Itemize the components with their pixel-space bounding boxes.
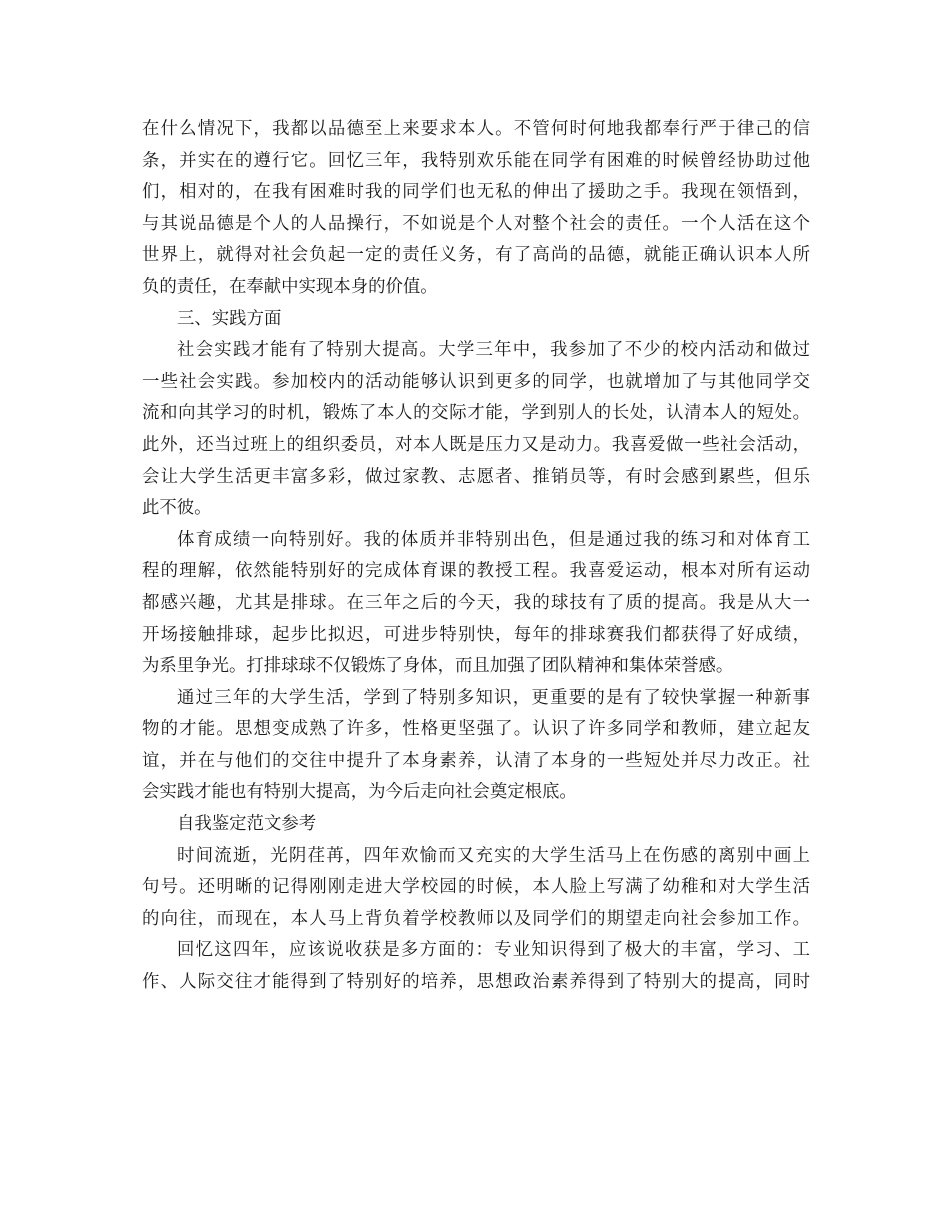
text-line: 回忆这四年，应该说收获是多方面的：专业知识得到了极大的丰富，学习、工: [177, 940, 810, 961]
text-line: 在什么情况下，我都以品德至上来要求本人。不管何时何地我都奉行严于律己的信: [142, 119, 810, 139]
text-line: 时间流逝，光阴荏苒，四年欢愉而又充实的大学生活马上在伤感的离别中画上: [177, 845, 810, 866]
text-line: 流和向其学习的时机，锻炼了本人的交际才能，学到别人的长处，认清本人的短处。: [142, 403, 810, 424]
text-line: 为系里争光。打排球球不仅锻炼了身体，而且加强了团队精神和集体荣誉感。: [142, 656, 734, 677]
text-line: 体育成绩一向特别好。我的体质并非特别出色，但是通过我的练习和对体育工: [177, 529, 810, 550]
text-line: 会实践才能也有特别大提高，为今后走向社会奠定根底。: [142, 782, 577, 803]
text-line: 物的才能。思想变成熟了许多，性格更坚强了。认识了许多同学和教师，建立起友: [142, 719, 810, 740]
text-line: 负的责任，在奉献中实现本身的价值。: [142, 276, 438, 297]
document-page: [142, 114, 810, 999]
text-line: 们，相对的，在我有困难时我的同学们也无私的伸出了援助之手。我现在领悟到，: [142, 182, 810, 203]
text-line: 条，并实在的遵行它。回忆三年，我特别欢乐能在同学有困难的时候曾经协助过他: [142, 150, 810, 171]
text-line: 此外，还当过班上的组织委员，对本人既是压力又是动力。我喜爱做一些社会活动，: [142, 434, 810, 455]
text-line: 与其说品德是个人的人品操行，不如说是个人对整个社会的责任。一个人活在这个: [142, 213, 810, 234]
text-line: 开场接触排球，起步比拟迟，可进步特别快，每年的排球赛我们都获得了好成绩，: [142, 624, 810, 645]
text-line: 会让大学生活更丰富多彩，做过家教、志愿者、推销员等，有时会感到累些，但乐: [142, 466, 810, 487]
text-line: 世界上，就得对社会负起一定的责任义务，有了高尚的品德，就能正确认识本人所: [142, 245, 810, 266]
text-line: 自我鉴定范文参考: [177, 814, 317, 835]
text-line: 三、实践方面: [177, 308, 282, 329]
text-line: 一些社会实践。参加校内的活动能够认识到更多的同学，也就增加了与其他同学交: [142, 371, 810, 392]
text-line: 谊，并在与他们的交往中提升了本身素养，认清了本身的一些短处并尽力改正。社: [142, 750, 810, 771]
text-line: 通过三年的大学生活，学到了特别多知识，更重要的是有了较快掌握一种新事: [177, 687, 810, 708]
text-line: 都感兴趣，尤其是排球。在三年之后的今天，我的球技有了质的提高。我是从大一: [142, 592, 810, 613]
text-line: 作、人际交往才能得到了特别好的培养，思想政治素养得到了特别大的提高，同时: [142, 972, 810, 993]
text-line: 的向往，而现在，本人马上背负着学校教师以及同学们的期望走向社会参加工作。: [142, 908, 810, 929]
text-line: 程的理解，依然能特别好的完成体育课的教授工程。我喜爱运动，根本对所有运动: [142, 561, 810, 582]
text-line: 此不彼。: [142, 498, 212, 519]
text-line: 句号。还明晰的记得刚刚走进大学校园的时候，本人脸上写满了幼稚和对大学生活: [142, 877, 810, 898]
text-line: 社会实践才能有了特别大提高。大学三年中，我参加了不少的校内活动和做过: [177, 340, 810, 361]
